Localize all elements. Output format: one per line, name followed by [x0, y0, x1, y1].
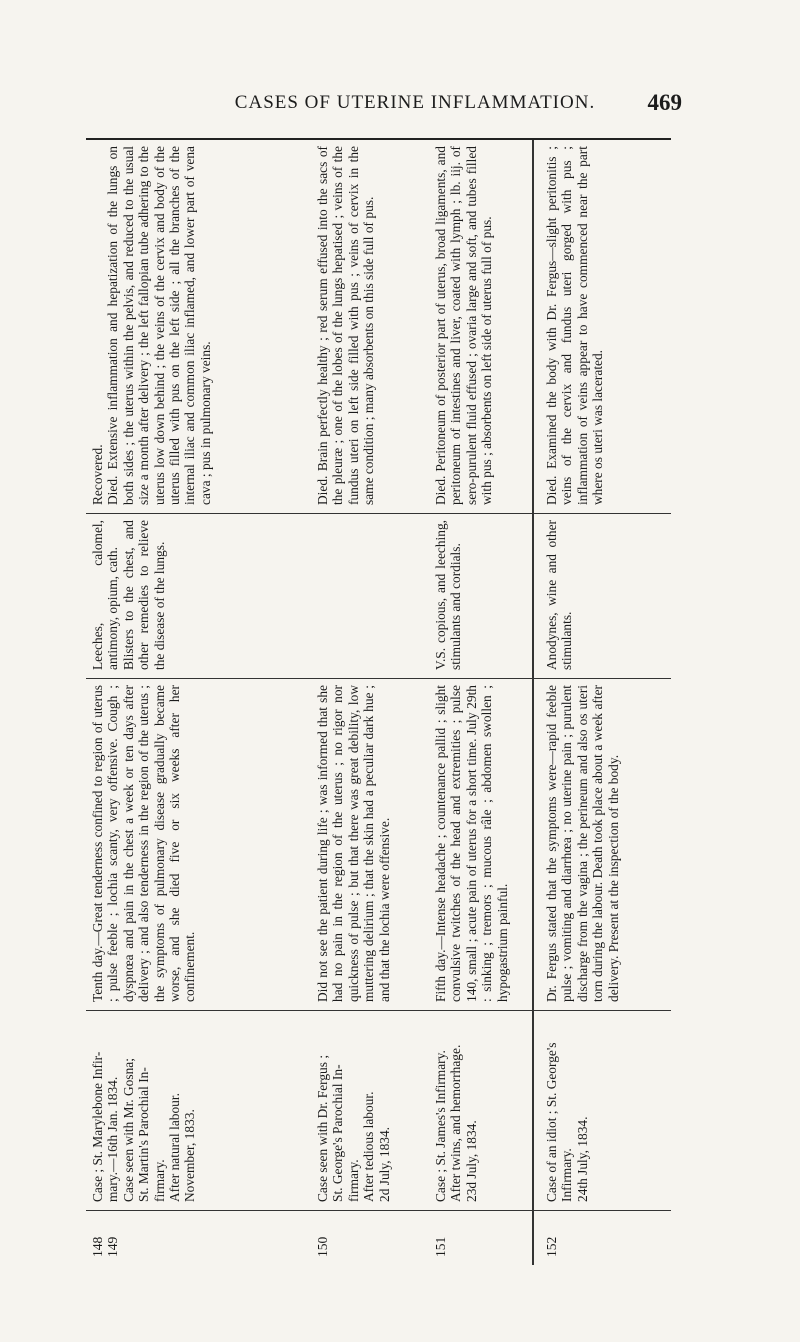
treatment-151: V.S. copious, and leeching, stimulants and cordials. — [433, 520, 464, 670]
case-details-151: Case ; St. James's Infirmary. After twins, and hemorrhage. 23d July, 1834. — [433, 1044, 479, 1202]
symptoms-148-149: Tenth day.—Great tenderness confined to region of uterus ; pulse feeble ; lochia scanty, very offensive. Cough ; dyspnœa and pain in the chest a week or ten days after delivery ; and also tenderness in the region of the uterus ; the symptoms of pulmonary disease gradually became worse, and she died five or six weeks after her confinement. — [90, 685, 198, 1002]
symptoms-150: Did not see the patient during life ; was informed that she had no pain in the region of the uterus ; no rigor nor quickness of pulse ; but that there was great debility, low muttering delirium ; that the skin had a peculiar dark hue ; and that the lochia were offensive. — [315, 685, 392, 1002]
page-header — [0, 92, 800, 132]
result-151: Died. Peritoneum of posterior part of uterus, broad ligaments, and peritoneum of intestines and liver, coated with lymph ; lb. iij. of sero-purulent fluid effused ; ovaria large and soft, and tubes filled with pus ; absorbents on left side of uterus full of pus. — [433, 146, 495, 505]
column-case-details — [86, 1010, 671, 1210]
result-150: Died. Brain perfectly healthy ; red serum effused into the sacs of the pleuræ ; one of the lobes of the lungs hepatised ; veins of the fundus uteri on left side filled with pus ; veins of cervix in the same condition ; many absorbents on this side full of pus. — [315, 146, 377, 505]
case-details-148-149: Case ; St. Marylebone Infir- mary.—16th Jan. 1834. Case seen with Mr. Gosna; St. Martin's Parochial In- firmary. After natural labour. November, 1833. — [90, 1051, 198, 1202]
cases-table — [86, 140, 671, 1265]
row-divider — [532, 140, 534, 1265]
case-number-152: 152 — [544, 1236, 559, 1257]
case-number-151: 151 — [433, 1236, 448, 1257]
case-number-148-149: 148 149 — [90, 1236, 121, 1257]
column-case-number — [86, 1210, 671, 1265]
column-symptoms — [86, 678, 671, 1010]
treatment-152: Anodynes, wine and other stimulants. — [544, 520, 575, 670]
case-details-152: Case of an idiot ; St. George's Infirmary. 24th July, 1834. — [544, 1042, 590, 1202]
symptoms-151: Fifth day.—Intense headache ; countenance pallid ; slight convulsive twitches of the head and extremities ; pulse 140, small ; acute pain of uterus for a short time. July 29th : sinking ; tremors ; mucous râle ; abdomen swollen ; hypogastrium painful. — [433, 685, 510, 1002]
symptoms-152: Dr. Fergus stated that the symptoms were—rapid feeble pulse ; vomiting and diarrhœa ; no uterine pain ; purulent discharge from the vagina ; the perineum and also os uteri torn during the labour. Death took place about a week after delivery. Present at the inspection of the body. — [544, 685, 621, 1002]
column-treatment — [86, 513, 671, 678]
result-148-149: Recovered. Died. Extensive inflammation and hepatization of the lungs on both sides ; the uterus within the pelvis, and reduced to the usual size a month after delivery ; the left fallopian tube adhering to the uterus low down behind ; the veins of the cervix and body of the uterus filled with pus on the left side ; all the branches of the internal iliac and common iliac inflamed, and lower part of vena cava ; pus in pulmonary veins. — [90, 146, 213, 505]
treatment-148-149: Leeches, calomel, antimony, opium, cath. Blisters to the chest, and other remedies to relieve the disease of the lungs. — [90, 520, 167, 670]
rotated-table-body — [86, 140, 671, 1265]
page-number: 469 — [647, 90, 682, 115]
case-number-150: 150 — [315, 1236, 330, 1257]
column-result — [86, 140, 671, 513]
result-152: Died. Examined the body with Dr. Fergus—slight peritonitis ; veins of the cervix and fundus uteri gorged with pus ; inflammation of veins appear to have commenced near the part where os uteri was lacerated. — [544, 146, 606, 505]
case-details-150: Case seen with Dr. Fergus ; St. George's Parochial In- firmary. After tedious labour. 2d July, 1834. — [315, 1054, 392, 1202]
running-title: CASES OF UTERINE INFLAMMATION. — [234, 92, 596, 113]
